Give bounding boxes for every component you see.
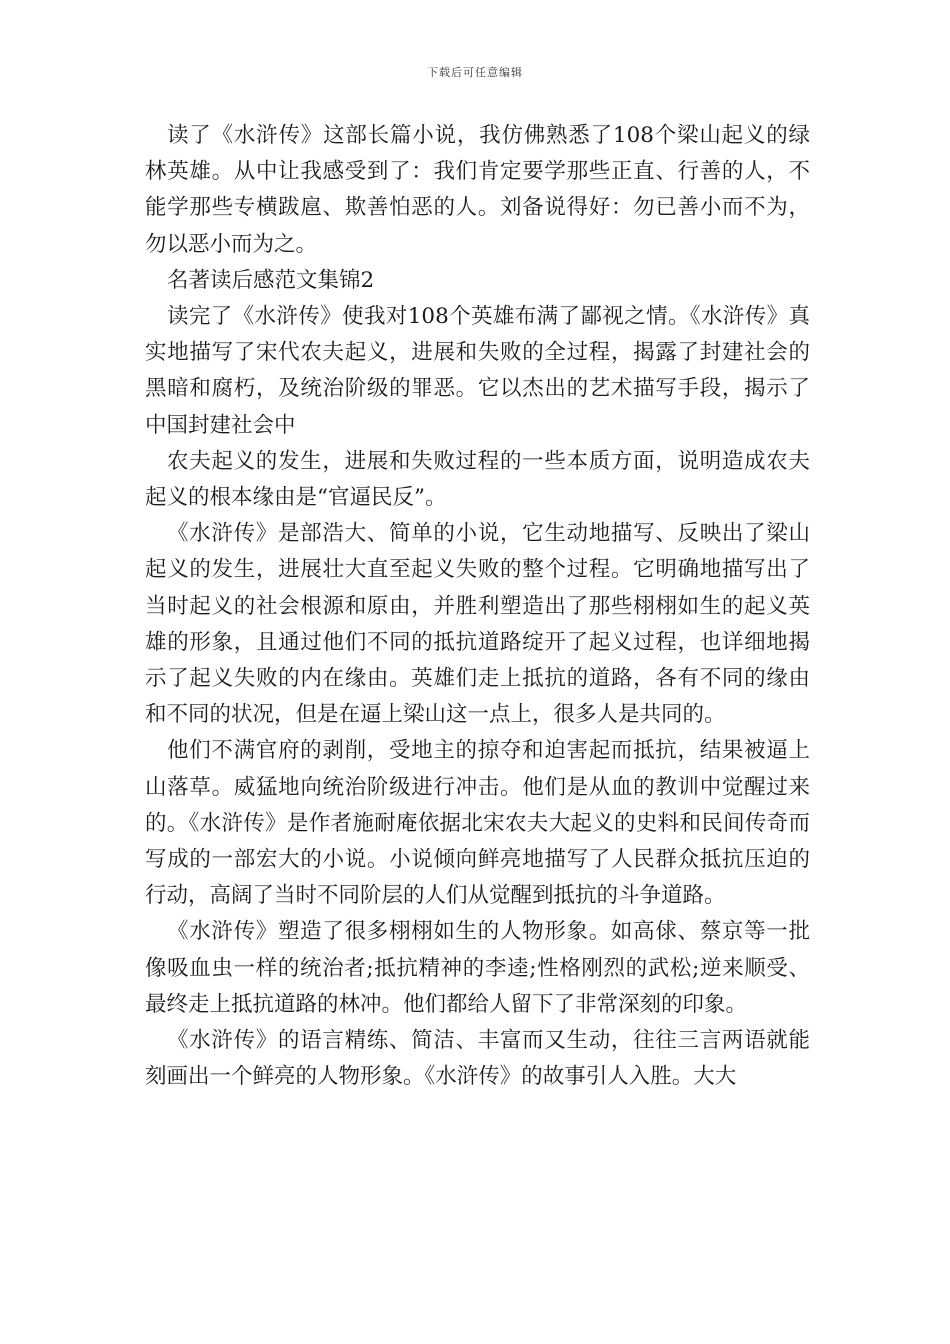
paragraph: 读了《水浒传》这部长篇小说，我仿佛熟悉了108个梁山起义的绿林英雄。从中让我感受到了：我们肯定要学那些正直、行善的人，不能学那些专横跋扈、欺善怕恶的人。刘备说得好：勿已善小而不为，勿以恶小而为之。 [145, 123, 810, 257]
section-heading: 名著读后感范文集锦2 [167, 267, 375, 293]
paragraph: 《水浒传》的语言精练、简洁、丰富而又生动，往往三言两语就能刻画出一个鲜亮的人物形象。《水浒传》的故事引人入胜。大大 [145, 1028, 810, 1090]
paragraph: 农夫起义的发生，进展和失败过程的一些本质方面，说明造成农夫起义的根本缘由是“官逼民反”。 [145, 448, 810, 511]
paragraph: 《水浒传》是部浩大、简单的小说，它生动地描写、反映出了梁山起义的发生，进展壮大直至起义失败的整个过程。它明确地描写出了当时起义的社会根源和原由，并胜利塑造出了那些栩栩如生的起义英雄的形象，且通过他们不同的抵抗道路绽开了起义过程，也详细地揭示了起义失败的内在缘由。英雄们走上抵抗的道路，各有不同的缘由和不同的状况，但是在逼上梁山这一点上，很多人是共同的。 [145, 521, 810, 728]
document-body [145, 118, 810, 1095]
paragraph: 读完了《水浒传》使我对108个英雄布满了鄙视之情。《水浒传》真实地描写了宋代农夫起义，进展和失败的全过程，揭露了封建社会的黑暗和腐朽，及统治阶级的罪恶。它以杰出的艺术描写手段，揭示了中国封建社会中 [145, 304, 810, 438]
header-note: 下载后可任意编辑 [427, 66, 523, 79]
paragraph: 《水浒传》塑造了很多栩栩如生的人物形象。如高俅、蔡京等一批像吸血虫一样的统治者;抵抗精神的李逵;性格刚烈的武松;逆来顺受、最终走上抵抗道路的林冲。他们都给人留下了非常深刻的印象。 [145, 919, 810, 1017]
paragraph: 他们不满官府的剥削，受地主的掠夺和迫害起而抵抗，结果被逼上山落草。威猛地向统治阶级进行冲击。他们是从血的教训中觉醒过来的。《水浒传》是作者施耐庵依据北宋农夫大起义的史料和民间传奇而写成的一部宏大的小说。小说倾向鲜亮地描写了人民群众抵抗压迫的行动，高阔了当时不同阶层的人们从觉醒到抵抗的斗争道路。 [145, 738, 810, 909]
